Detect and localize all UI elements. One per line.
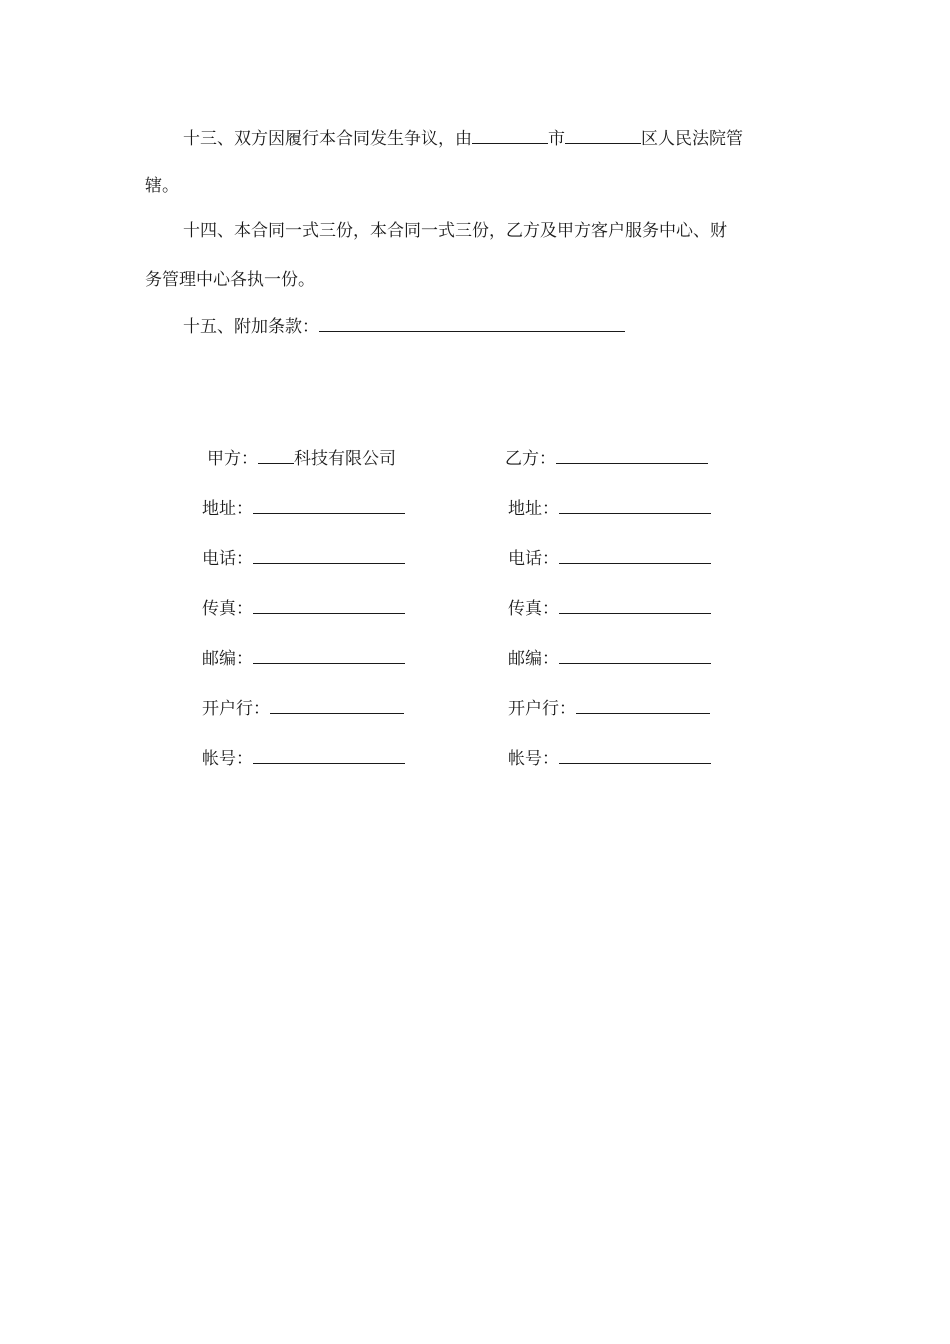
- party-a-fax-label: 传真：: [202, 599, 253, 619]
- party-a-postcode-row: [202, 646, 405, 671]
- clause-14-text-1: 十四、本合同一式三份，本合同一式三份，乙方及甲方客户服务中心、财: [183, 221, 727, 241]
- clause-13-suffix: 区人民法院管: [641, 129, 743, 149]
- party-b-postcode-label: 邮编：: [508, 649, 559, 669]
- party-a-bank-row: [202, 696, 404, 721]
- party-b-account-row: [508, 746, 711, 771]
- party-b-label: 乙方：: [505, 449, 556, 469]
- party-b-phone-row: [508, 546, 711, 571]
- clause-13-cont: 辖。: [145, 176, 179, 196]
- party-a-name-blank[interactable]: [258, 446, 294, 464]
- party-b-bank-blank[interactable]: [576, 696, 710, 714]
- party-a-address-label: 地址：: [202, 499, 253, 519]
- party-a-phone-row: [202, 546, 405, 571]
- party-b-phone-label: 电话：: [508, 549, 559, 569]
- party-b-bank-row: [508, 696, 710, 721]
- party-a-account-row: [202, 746, 405, 771]
- party-b-fax-blank[interactable]: [559, 596, 711, 614]
- party-a-postcode-blank[interactable]: [253, 646, 405, 664]
- party-a-bank-blank[interactable]: [270, 696, 404, 714]
- party-a-postcode-label: 邮编：: [202, 649, 253, 669]
- party-a-address-row: [202, 496, 405, 521]
- party-a-fax-blank[interactable]: [253, 596, 405, 614]
- party-b-account-blank[interactable]: [559, 746, 711, 764]
- party-b-account-label: 帐号：: [508, 749, 559, 769]
- party-b-name-blank[interactable]: [556, 446, 708, 464]
- party-b-postcode-blank[interactable]: [559, 646, 711, 664]
- clause-13-prefix: 十三、双方因履行本合同发生争议，由: [183, 129, 472, 149]
- party-a-bank-label: 开户行：: [202, 699, 270, 719]
- party-b-address-row: [508, 496, 711, 521]
- party-a-name: 科技有限公司: [294, 449, 396, 469]
- clause-15-label: 十五、附加条款：: [183, 317, 319, 337]
- clause-14-line-2: [145, 268, 315, 292]
- party-a-fax-row: [202, 596, 405, 621]
- party-a-account-blank[interactable]: [253, 746, 405, 764]
- additional-terms-blank[interactable]: [319, 314, 625, 332]
- party-b-row: [505, 446, 708, 471]
- party-b-phone-blank[interactable]: [559, 546, 711, 564]
- party-b-bank-label: 开户行：: [508, 699, 576, 719]
- party-a-phone-label: 电话：: [202, 549, 253, 569]
- party-a-address-blank[interactable]: [253, 496, 405, 514]
- party-a-row: [207, 446, 396, 471]
- party-b-postcode-row: [508, 646, 711, 671]
- clause-13-mid: 市: [548, 129, 565, 149]
- party-b-fax-row: [508, 596, 711, 621]
- district-blank[interactable]: [565, 126, 641, 144]
- party-a-phone-blank[interactable]: [253, 546, 405, 564]
- clause-13-line-2: [145, 174, 179, 198]
- party-b-address-label: 地址：: [508, 499, 559, 519]
- clause-14-text-2: 务管理中心各执一份。: [145, 270, 315, 290]
- party-a-label: 甲方：: [207, 449, 258, 469]
- party-b-address-blank[interactable]: [559, 496, 711, 514]
- party-b-fax-label: 传真：: [508, 599, 559, 619]
- clause-15-line: [183, 314, 625, 339]
- clause-13-line-1: [183, 126, 743, 151]
- party-a-account-label: 帐号：: [202, 749, 253, 769]
- clause-14-line-1: [183, 219, 727, 243]
- city-blank[interactable]: [472, 126, 548, 144]
